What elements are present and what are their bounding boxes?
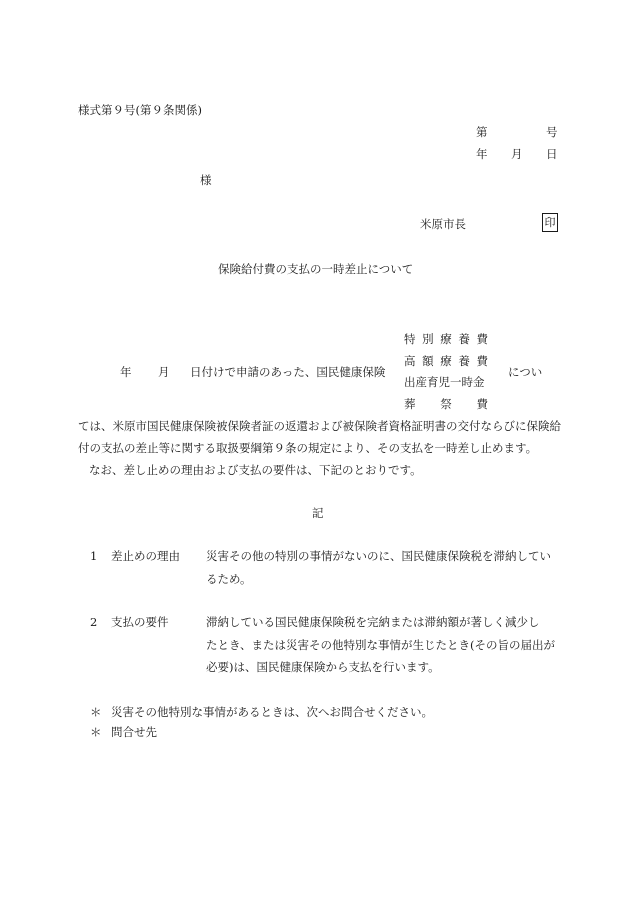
body-line-2: 付の支払の差止等に関する取扱要綱第９条の規定により、その支払を一時差し止めます。	[78, 441, 538, 455]
document-title: 保険給付費の支払の一時差止について	[218, 262, 414, 276]
benefit-type-special-medical: 特 別 療 養 費	[404, 332, 488, 346]
item-2-number: 2	[90, 615, 98, 629]
date-year-label: 年	[476, 147, 488, 161]
item-2-text-line-1: 滞納している国民健康保険税を完納または滞納額が著しく減少し	[206, 615, 540, 629]
seal-mark: 印	[542, 213, 558, 232]
date-month-label: 月	[511, 147, 523, 161]
item-1-number: 1	[90, 549, 98, 563]
ki-heading: 記	[312, 506, 324, 520]
body-line-3: なお、差し止めの理由および支払の要件は、下記のとおりです。	[89, 463, 422, 477]
intro-month-label: 月	[158, 365, 170, 379]
note-1-text: 災害その他特別な事情があるときは、次へお問合せください。	[111, 705, 433, 719]
note-1-mark: ＊	[90, 705, 102, 719]
benefit-type-funeral: 葬 祭 費	[404, 397, 488, 411]
addressee-suffix: 様	[200, 173, 212, 187]
benefit-type-childbirth-lump-sum: 出産育児一時金	[404, 375, 485, 389]
form-number: 様式第９号(第９条関係)	[78, 103, 202, 117]
item-2-text-line-3: 必要)は、国民健康保険から支払を行います。	[206, 660, 440, 674]
item-2-text-line-2: たとき、または災害その他特別な事情が生じたとき(その旨の届出が	[206, 638, 556, 652]
note-2-mark: ＊	[90, 725, 102, 739]
body-line-1: ては、米原市国民健康保険被保険者証の返還および被保険者資格証明書の交付ならびに保険給	[78, 419, 561, 433]
document-number-suffix: 号	[546, 125, 558, 139]
item-1-label: 差止めの理由	[111, 549, 180, 563]
issuer-name: 米原市長	[420, 217, 466, 231]
item-1-text-line-1: 災害その他の特別の事情がないのに、国民健康保険税を滞納してい	[206, 549, 551, 563]
intro-suffix: につい	[508, 365, 543, 379]
item-2-label: 支払の要件	[111, 615, 169, 629]
date-day-label: 日	[546, 147, 558, 161]
benefit-type-high-cost-medical: 高 額 療 養 費	[404, 354, 488, 368]
item-1-text-line-2: るため。	[206, 572, 252, 586]
note-2-text: 問合せ先	[111, 725, 157, 739]
intro-year-label: 年	[120, 365, 132, 379]
intro-text: 日付けで申請のあった、国民健康保険	[190, 365, 386, 379]
document-number-label: 第	[476, 125, 488, 139]
